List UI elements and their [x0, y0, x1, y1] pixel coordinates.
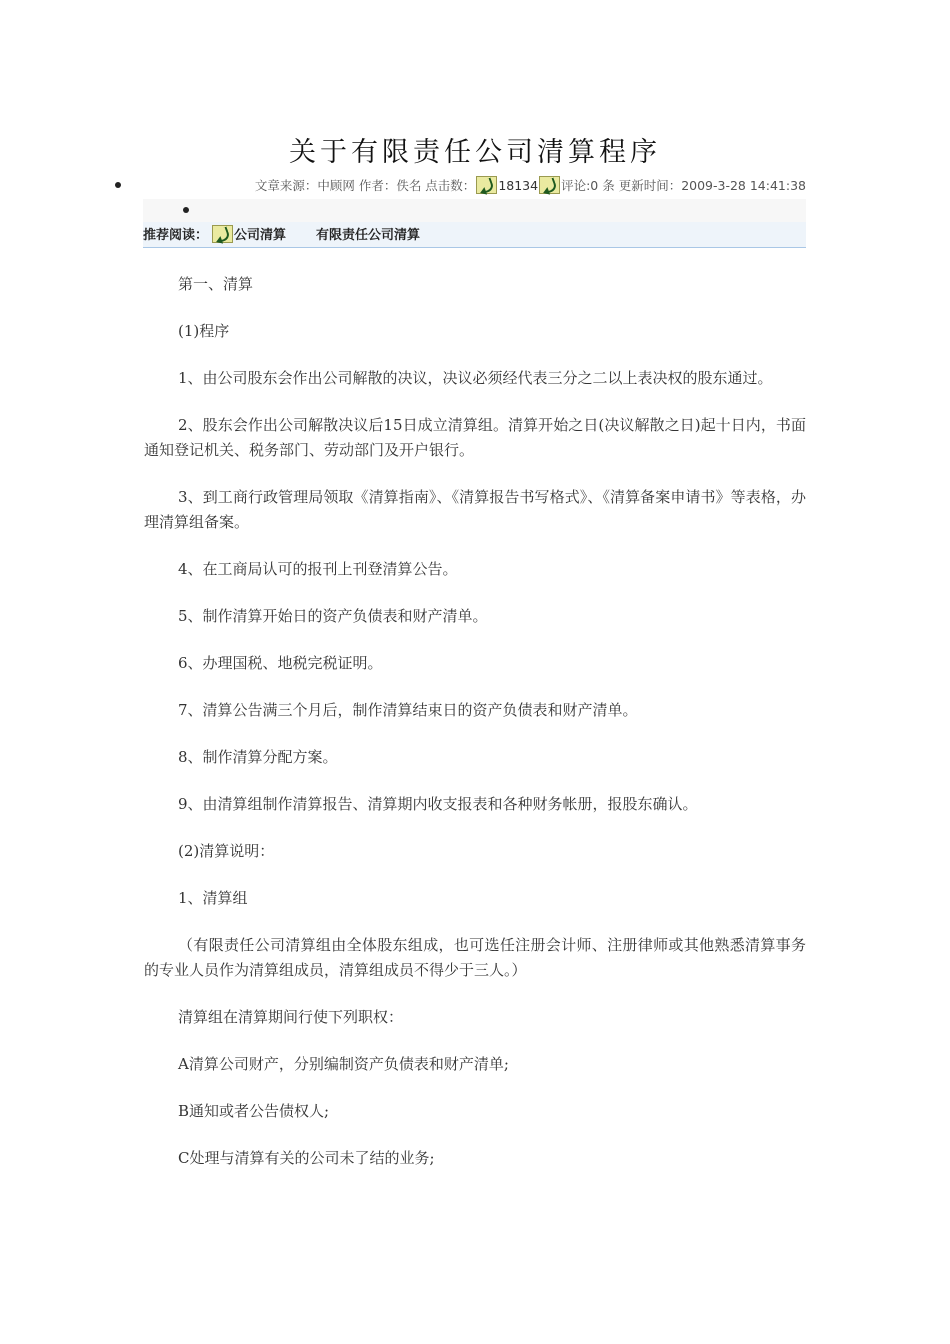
paragraph: 9、由清算组制作清算报告、清算期内收支报表和各种财务帐册，报股东确认。: [178, 795, 698, 813]
paragraph: B通知或者公告债权人;: [178, 1102, 330, 1120]
article-body: [144, 272, 806, 1193]
paragraph: A清算公司财产，分别编制资产负债表和财产清单;: [178, 1055, 509, 1073]
paragraph: (2)清算说明：: [178, 842, 275, 860]
paragraph: 2、股东会作出公司解散决议后15日成立清算组。清算开始之日(决议解散之日)起十日内，书面通知登记机关、税务部门、劳动部门及开户银行。: [144, 416, 806, 459]
paragraph: C处理与清算有关的公司未了结的业务;: [178, 1149, 435, 1167]
paragraph: 3、到工商行政管理局领取《清算指南》、《清算报告书写格式》、《清算备案申请书》等表格，办理清算组备案。: [144, 488, 806, 531]
list-bullet: [115, 182, 121, 188]
recommend-link-company-liquidation[interactable]: 公司清算: [234, 228, 287, 243]
paragraph: 5、制作清算开始日的资产负债表和财产清单。: [178, 607, 488, 625]
paragraph: 6、办理国税、地税完税证明。: [178, 654, 383, 672]
reply-arrow-icon: [539, 176, 560, 194]
reply-arrow-icon: [476, 176, 497, 194]
paragraph: （有限责任公司清算组由全体股东组成，也可选任注册会计师、注册律师或其他熟悉清算事务的专业人员作为清算组成员，清算组成员不得少于三人。）: [144, 936, 806, 979]
paragraph: 1、由公司股东会作出公司解散的决议，决议必须经代表三分之二以上表决权的股东通过。: [178, 369, 773, 387]
click-count: 18134: [498, 177, 539, 193]
paragraph: (1)程序: [178, 322, 230, 340]
recommend-label: 推荐阅读：: [143, 228, 209, 243]
recommend-reading: [143, 224, 420, 243]
paragraph: 7、清算公告满三个月后，制作清算结束日的资产负债表和财产清单。: [178, 701, 638, 719]
paragraph: 第一、清算: [178, 275, 254, 293]
paragraph: 清算组在清算期间行使下列职权：: [178, 1008, 404, 1026]
article-title: 关于有限责任公司清算程序: [289, 137, 661, 168]
meta-prefix: 文章来源：中顾网 作者：佚名 点击数：: [254, 178, 476, 193]
paragraph: 4、在工商局认可的报刊上刊登清算公告。: [178, 560, 458, 578]
meta-comments-updated: 评论:0 条 更新时间：2009-3-28 14:41:38: [561, 178, 806, 193]
reply-arrow-icon: [212, 225, 233, 243]
paragraph: 1、清算组: [178, 889, 248, 907]
paragraph: 8、制作清算分配方案。: [178, 748, 338, 766]
list-bullet: [183, 207, 189, 213]
article-meta: [255, 176, 806, 194]
recommend-link-llc-liquidation[interactable]: 有限责任公司清算: [316, 228, 421, 243]
